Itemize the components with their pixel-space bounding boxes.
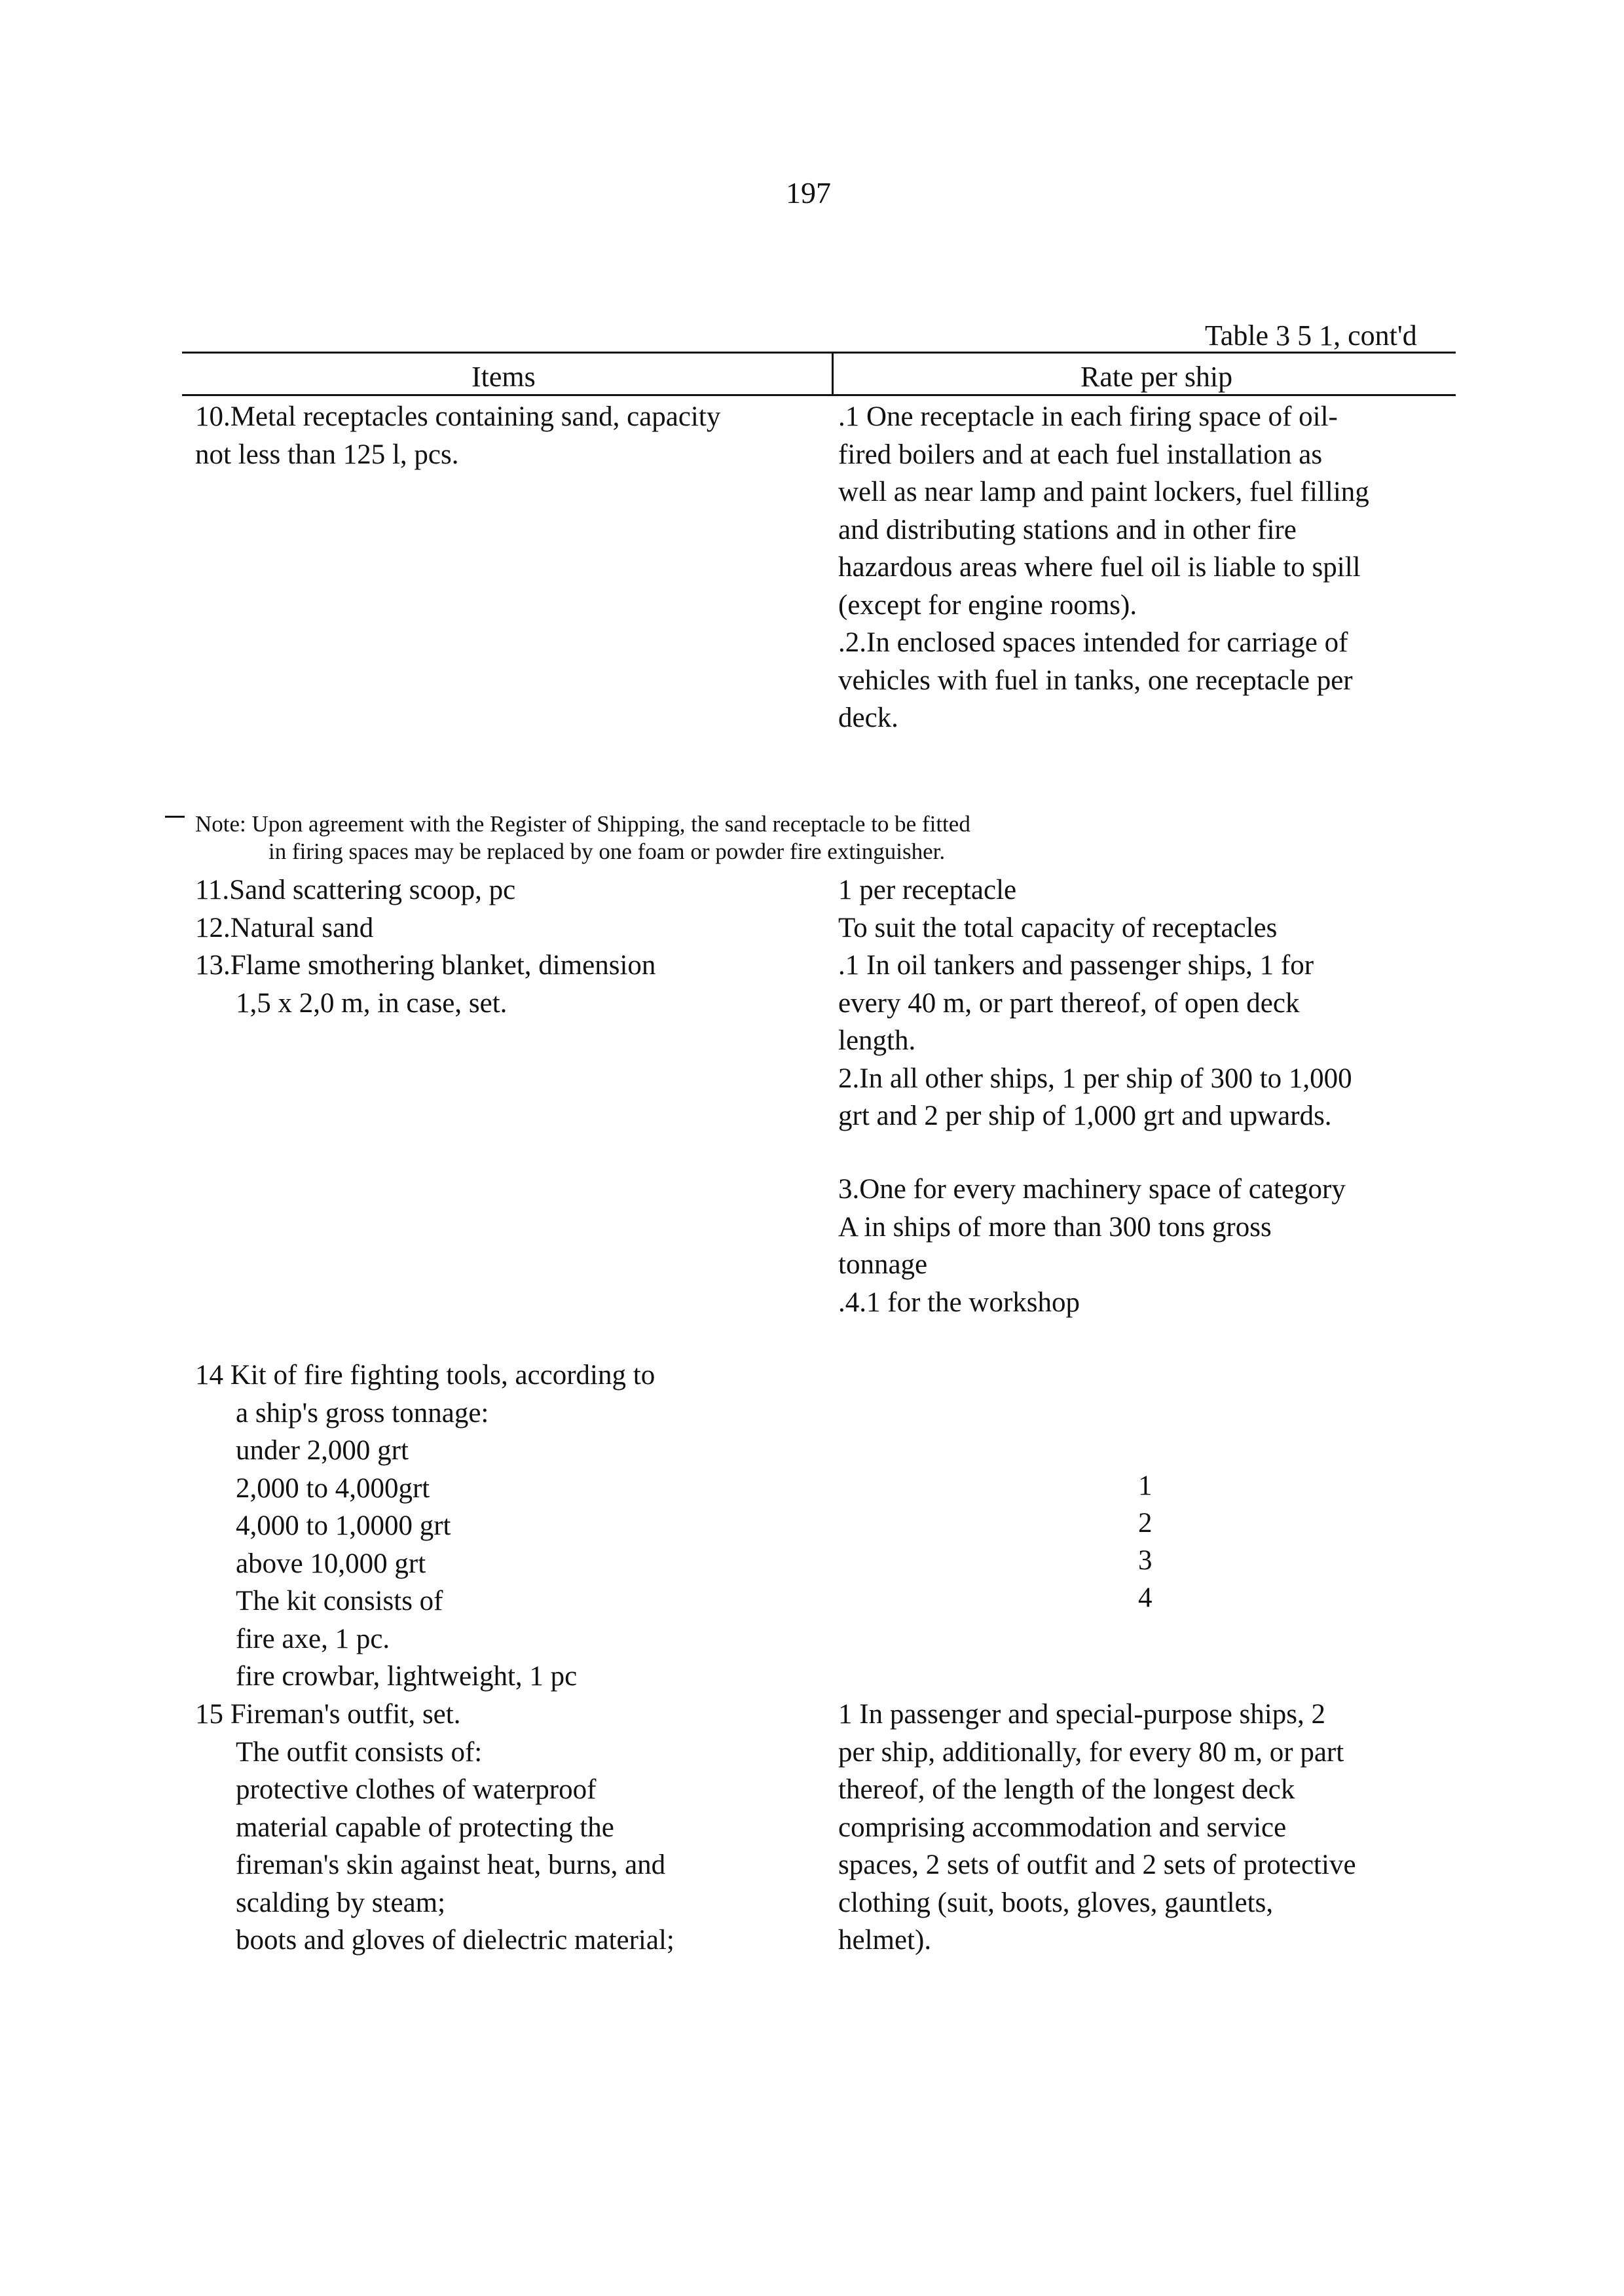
rows-11-13-rates: 1 per receptacle To suit the total capacity of receptacles .1 In oil tankers and passenger ships, 1 for every 40 m, or part thereof, of open deck length. 2.In all other ships, 1 per ship of 300 to 1,000 grt and 2 per ship of 1,000 grt and upwards.	[838, 871, 1352, 1135]
row-10-item: 10.Metal receptacles containing sand, capacity not less than 125 l, pcs.	[195, 401, 721, 470]
kit-count-1: 1	[1138, 1470, 1153, 1501]
row-15-rate: 1 In passenger and special-purpose ships, 2 per ship, additionally, for every 80 m, or part thereof, of the length of the longest deck comprising accommodation and service spaces, 2 sets of outfit and 2 sets of protective clothing (suit, boots, gloves, gauntlets, helmet).	[838, 1699, 1356, 1956]
table-caption: Table 3 5 1, cont'd	[1205, 319, 1417, 352]
table-header-divider	[832, 352, 834, 395]
kit-count-4: 4	[1138, 1582, 1153, 1613]
row-12-rate: To suit the total capacity of receptacles	[838, 912, 1278, 943]
note-line-1: Note: Upon agreement with the Register of Shipping, the sand receptacle to be fitted	[195, 811, 970, 837]
table-header-rule	[182, 394, 1456, 396]
column-header-rate: Rate per ship	[1080, 361, 1233, 393]
row-14-item: 14 Kit of fire fighting tools, according to a ship's gross tonnage: under 2,000 grt 2,000 to 4,000grt 4,000 to 1,0000 grt above 10,000 grt The kit consists of fire axe, 1 pc. fire crowbar, lightweight, 1 pc	[195, 1360, 655, 1692]
kit-count-2: 2	[1138, 1508, 1153, 1539]
row-11-rate: 1 per receptacle	[838, 875, 1017, 905]
rows-11-13-items	[195, 871, 655, 1022]
row-11-item: 11.Sand scattering scoop, pc	[195, 875, 516, 905]
row-13-item-line-1: 13.Flame smothering blanket, dimension	[195, 950, 656, 981]
row-12-item: 12.Natural sand	[195, 912, 374, 943]
row-10-rate: .1 One receptacle in each firing space of oil- fired boilers and at each fuel installation as well as near lamp and paint lockers, fuel filling and distributing stations and in other fire hazardous areas where fuel oil is liable to spill (except for engine rooms). .2.In enclosed spaces intended for carriage of vehicles with fuel in tanks, one receptacle per deck.	[838, 401, 1369, 733]
kit-count-3: 3	[1138, 1545, 1153, 1576]
row-13-rate-continued: 3.One for every machinery space of category A in ships of more than 300 tons gross tonnage .4.1 for the workshop	[838, 1174, 1346, 1318]
table-top-rule	[182, 352, 1456, 354]
row-15-item: 15 Fireman's outfit, set. The outfit consists of: protective clothes of waterproof material capable of protecting the fireman's skin against heat, burns, and scalding by steam; boots and gloves of dielectric material;	[195, 1699, 674, 1956]
row-13-item-line-2: 1,5 x 2,0 m, in case, set.	[236, 987, 507, 1019]
note-dash	[165, 816, 185, 818]
page-number: 197	[786, 176, 831, 210]
note-line-2: in firing spaces may be replaced by one foam or powder fire extinguisher.	[268, 839, 946, 864]
column-header-items: Items	[471, 361, 536, 393]
